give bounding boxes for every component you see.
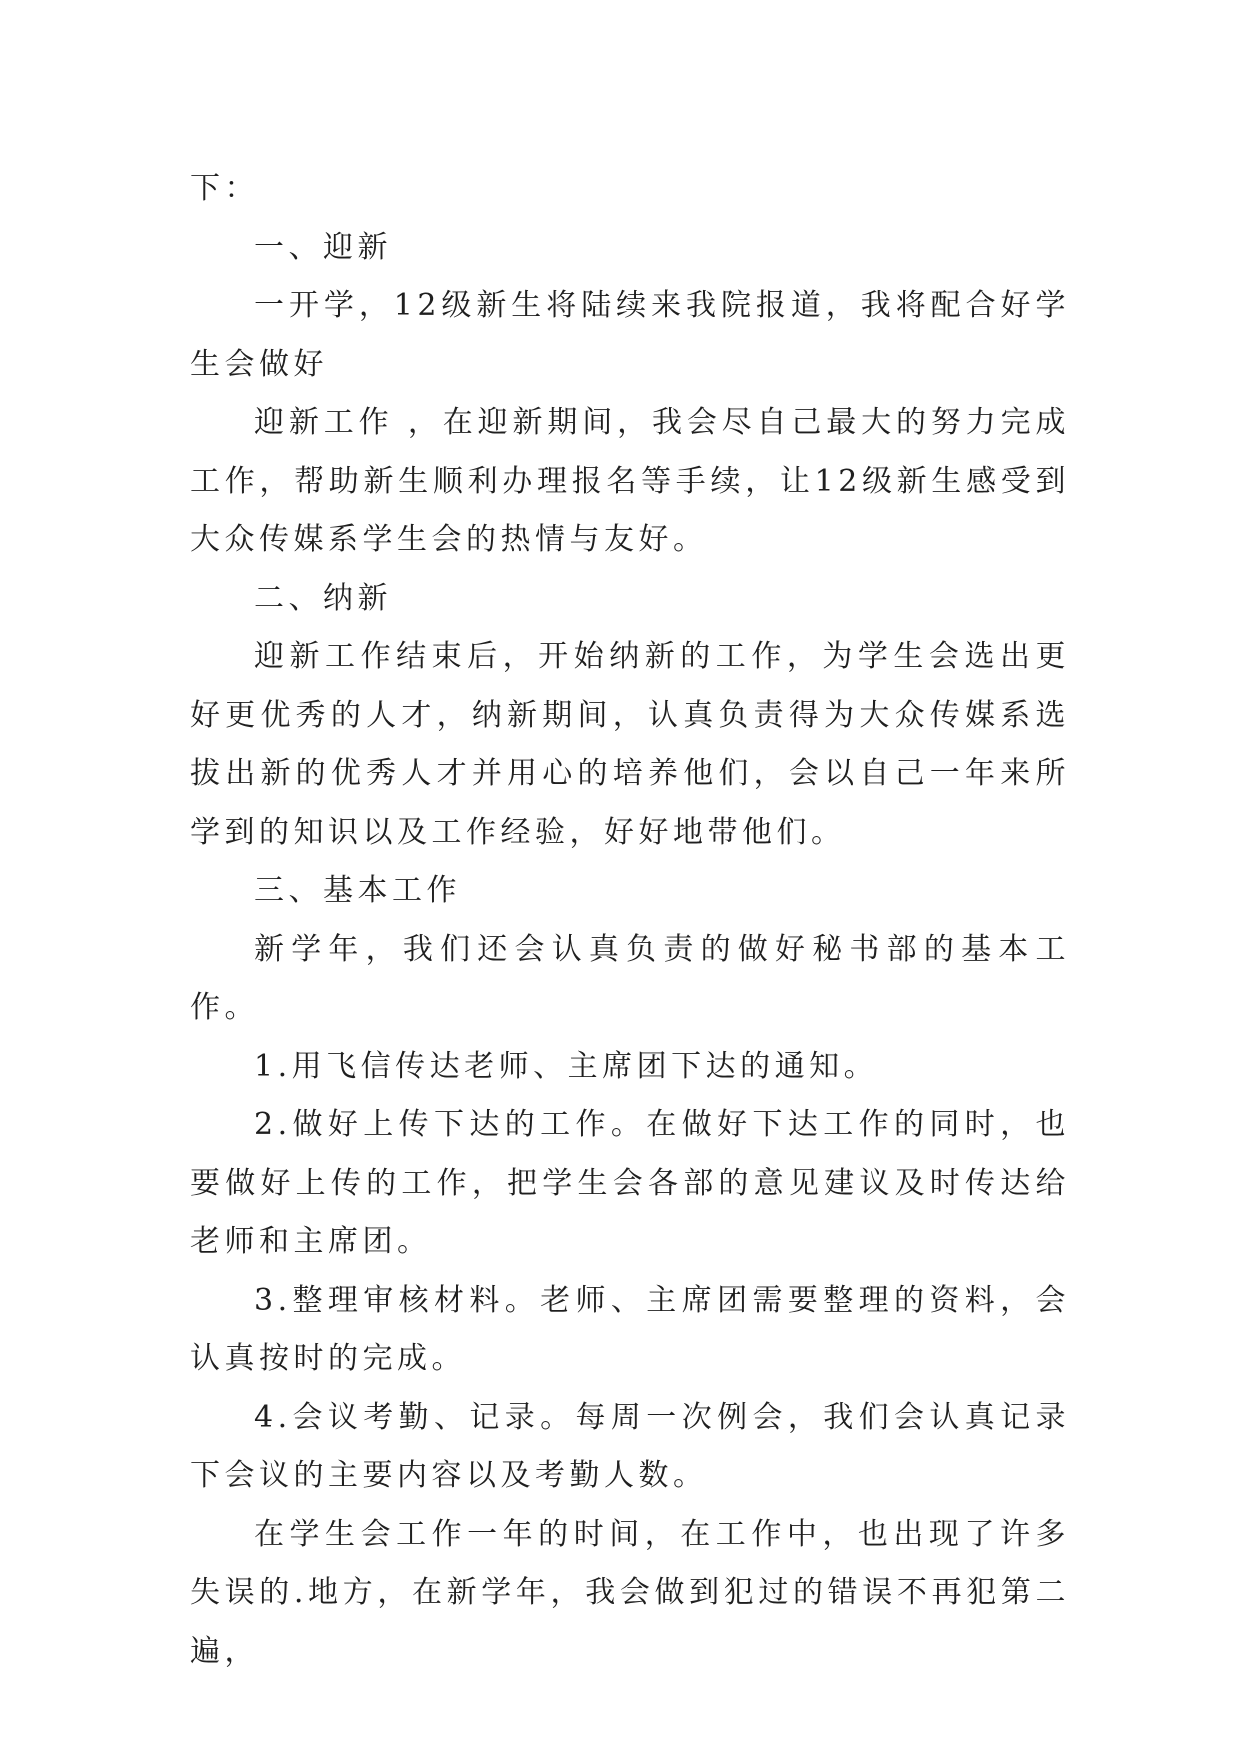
list-item-3: 3.整理审核材料。老师、主席团需要整理的资料，会认真按时的完成。	[190, 1282, 1070, 1376]
list-item-2: 2.做好上传下达的工作。在做好下达工作的同时，也要做好上传的工作，把学生会各部的意见建议及时传达给老师和主席团。	[190, 1107, 1070, 1259]
section-heading-recruit: 二、纳新	[254, 580, 392, 616]
section-heading-welcome: 一、迎新	[254, 229, 392, 265]
paragraph-closing: 在学生会工作一年的时间，在工作中，也出现了许多失误的.地方，在新学年，我会做到犯过的错误不再犯第二遍，	[190, 1516, 1070, 1669]
paragraph-continuation: 下：	[190, 171, 259, 206]
paragraph-basic-work-intro: 新学年，我们还会认真负责的做好秘书部的基本工作。	[190, 931, 1070, 1025]
paragraph-welcome-intro: 一开学，12级新生将陆续来我院报道，我将配合好学生会做好	[190, 288, 1070, 382]
section-heading-basic-work: 三、基本工作	[254, 873, 461, 908]
paragraph-welcome-detail: 迎新工作 ，在迎新期间，我会尽自己最大的努力完成工作，帮助新生顺利办理报名等手续，让12级新生感受到大众传媒系学生会的热情与友好。	[190, 405, 1070, 557]
list-item-1: 1.用飞信传达老师、主席团下达的通知。	[254, 1048, 879, 1084]
list-item-4: 4.会议考勤、记录。每周一次例会，我们会认真记录下会议的主要内容以及考勤人数。	[190, 1399, 1070, 1493]
paragraph-recruit-detail: 迎新工作结束后，开始纳新的工作，为学生会选出更好更优秀的人才，纳新期间，认真负责得为大众传媒系选拔出新的优秀人才并用心的培养他们，会以自己一年来所学到的知识以及工作经验，好好地带他们。	[190, 639, 1070, 850]
document-body	[190, 160, 1070, 1681]
